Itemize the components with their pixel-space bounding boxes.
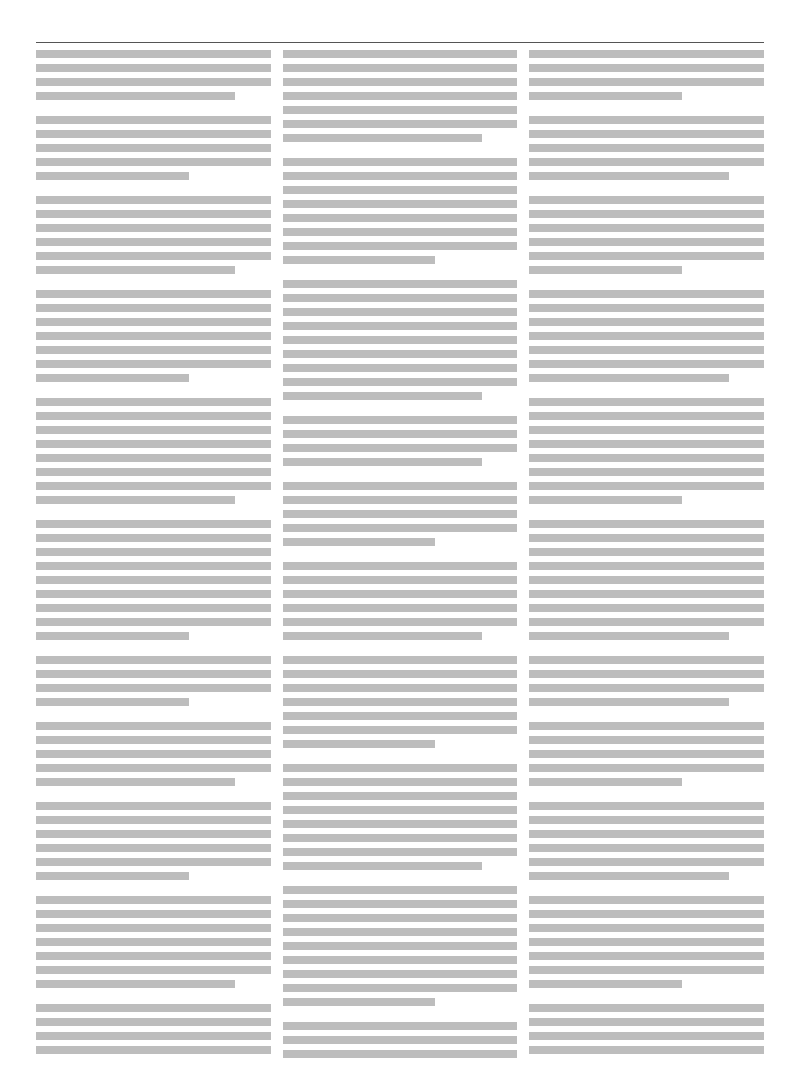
text-line-placeholder [529,468,764,476]
column-middle [283,50,518,1070]
text-line-placeholder [283,378,518,386]
text-line-placeholder [36,50,271,58]
text-line-placeholder [529,224,764,232]
paragraph-gap [283,270,518,280]
text-line-placeholder [283,764,518,772]
text-line-placeholder [36,548,271,556]
text-line-placeholder [529,590,764,598]
text-placeholder-block [36,656,271,722]
text-placeholder-block [36,290,271,398]
text-line-placeholder [529,750,764,758]
text-line-placeholder [283,900,518,908]
text-placeholder-block [529,722,764,802]
text-line-placeholder [283,576,518,584]
text-placeholder-block [36,50,271,116]
text-placeholder-block [283,280,518,416]
text-line-placeholder [529,520,764,528]
text-line-placeholder [283,792,518,800]
text-line-placeholder [283,590,518,598]
text-line-placeholder [36,482,271,490]
text-line-placeholder [283,1022,518,1030]
text-placeholder-block [529,290,764,398]
text-line-placeholder [283,970,518,978]
text-line-placeholder [283,562,518,570]
text-line-placeholder [283,308,518,316]
text-line-placeholder [529,858,764,866]
text-line-placeholder [283,1036,518,1044]
text-line-placeholder [529,618,764,626]
text-line-placeholder [36,896,271,904]
text-line-placeholder [36,1046,271,1054]
text-line-placeholder [529,722,764,730]
paragraph-gap [529,510,764,520]
text-line-placeholder [36,172,189,180]
paragraph-gap [283,148,518,158]
text-line-placeholder [529,496,682,504]
text-line-placeholder [283,444,518,452]
text-placeholder-block [283,416,518,482]
text-line-placeholder [36,158,271,166]
column-left [36,50,271,1070]
text-line-placeholder [36,1032,271,1040]
text-line-placeholder [529,252,764,260]
text-line-placeholder [283,392,482,400]
paragraph-gap [529,280,764,290]
text-line-placeholder [529,1018,764,1026]
text-line-placeholder [283,92,518,100]
text-line-placeholder [529,374,728,382]
paragraph-gap [36,994,271,1004]
text-line-placeholder [283,806,518,814]
text-line-placeholder [36,304,271,312]
paragraph-gap [283,552,518,562]
text-placeholder-block [36,802,271,896]
text-line-placeholder [283,834,518,842]
text-line-placeholder [36,440,271,448]
text-line-placeholder [36,778,235,786]
paragraph-gap [36,886,271,896]
text-line-placeholder [529,534,764,542]
text-line-placeholder [529,318,764,326]
text-line-placeholder [36,618,271,626]
text-line-placeholder [36,346,271,354]
paragraph-gap [283,472,518,482]
text-line-placeholder [283,886,518,894]
text-line-placeholder [529,764,764,772]
text-line-placeholder [36,454,271,462]
text-line-placeholder [283,350,518,358]
text-line-placeholder [529,454,764,462]
text-line-placeholder [529,924,764,932]
text-line-placeholder [529,910,764,918]
text-line-placeholder [36,562,271,570]
text-line-placeholder [529,130,764,138]
text-placeholder-block [283,482,518,562]
text-placeholder-block [529,196,764,290]
text-line-placeholder [36,722,271,730]
paragraph-gap [283,406,518,416]
text-line-placeholder [36,426,271,434]
text-placeholder-block [283,764,518,886]
text-placeholder-block [283,158,518,280]
text-line-placeholder [529,346,764,354]
text-line-placeholder [529,844,764,852]
paragraph-gap [283,876,518,886]
text-line-placeholder [36,252,271,260]
running-head [36,14,764,40]
text-line-placeholder [529,426,764,434]
paragraph-gap [36,280,271,290]
text-line-placeholder [36,938,271,946]
text-line-placeholder [283,632,482,640]
text-line-placeholder [36,632,189,640]
text-line-placeholder [36,980,235,988]
text-placeholder-block [529,398,764,520]
text-line-placeholder [283,914,518,922]
text-line-placeholder [283,214,518,222]
text-line-placeholder [529,896,764,904]
text-line-placeholder [283,848,518,856]
paragraph-gap [36,792,271,802]
text-line-placeholder [36,238,271,246]
text-line-placeholder [529,116,764,124]
text-placeholder-block [36,896,271,1004]
text-line-placeholder [529,78,764,86]
text-line-placeholder [283,186,518,194]
text-line-placeholder [283,712,518,720]
text-line-placeholder [36,1004,271,1012]
text-line-placeholder [529,440,764,448]
text-line-placeholder [529,576,764,584]
text-line-placeholder [529,604,764,612]
text-line-placeholder [283,604,518,612]
text-placeholder-block [529,656,764,722]
text-line-placeholder [529,158,764,166]
text-placeholder-block [36,520,271,656]
text-line-placeholder [529,1046,764,1054]
text-line-placeholder [36,290,271,298]
text-placeholder-block [283,50,518,158]
text-line-placeholder [529,144,764,152]
paragraph-gap [529,792,764,802]
text-line-placeholder [529,938,764,946]
text-line-placeholder [36,130,271,138]
text-line-placeholder [36,92,235,100]
text-placeholder-block [283,886,518,1022]
text-line-placeholder [529,778,682,786]
text-line-placeholder [36,360,271,368]
text-line-placeholder [283,510,518,518]
paragraph-gap [36,1060,271,1070]
text-line-placeholder [36,656,271,664]
text-line-placeholder [283,496,518,504]
text-line-placeholder [36,924,271,932]
text-placeholder-block [283,656,518,764]
text-placeholder-block [36,196,271,290]
paragraph-gap [529,994,764,1004]
text-line-placeholder [529,332,764,340]
text-placeholder-block [36,116,271,196]
text-line-placeholder [36,468,271,476]
text-line-placeholder [529,872,728,880]
text-line-placeholder [529,1004,764,1012]
text-placeholder-block [36,1004,271,1070]
text-line-placeholder [36,496,235,504]
text-line-placeholder [529,656,764,664]
text-line-placeholder [529,736,764,744]
paragraph-gap [36,388,271,398]
text-line-placeholder [529,238,764,246]
text-line-placeholder [529,482,764,490]
text-line-placeholder [36,332,271,340]
text-line-placeholder [36,684,271,692]
text-line-placeholder [529,304,764,312]
paragraph-gap [529,712,764,722]
paragraph-gap [529,886,764,896]
text-line-placeholder [283,242,518,250]
text-line-placeholder [529,50,764,58]
text-line-placeholder [283,200,518,208]
text-line-placeholder [529,670,764,678]
text-line-placeholder [283,322,518,330]
text-line-placeholder [36,872,189,880]
text-line-placeholder [283,778,518,786]
text-line-placeholder [529,92,682,100]
header-rule [36,42,764,43]
text-line-placeholder [36,750,271,758]
text-line-placeholder [36,830,271,838]
text-line-placeholder [283,538,436,546]
text-line-placeholder [529,816,764,824]
text-line-placeholder [283,1050,518,1058]
paragraph-gap [529,646,764,656]
text-line-placeholder [36,858,271,866]
column-right [529,50,764,1070]
text-line-placeholder [283,106,518,114]
text-placeholder-block [36,398,271,520]
text-line-placeholder [283,430,518,438]
text-line-placeholder [283,670,518,678]
text-placeholder-block [529,116,764,196]
text-line-placeholder [529,548,764,556]
text-line-placeholder [36,1018,271,1026]
text-placeholder-block [529,896,764,1004]
paragraph-gap [36,646,271,656]
paragraph-gap [529,106,764,116]
text-line-placeholder [283,984,518,992]
text-line-placeholder [283,740,436,748]
text-line-placeholder [283,364,518,372]
paragraph-gap [283,1064,518,1070]
text-line-placeholder [283,172,518,180]
paragraph-gap [36,712,271,722]
text-line-placeholder [36,910,271,918]
text-line-placeholder [36,844,271,852]
text-line-placeholder [283,698,518,706]
text-line-placeholder [529,266,682,274]
text-line-placeholder [36,64,271,72]
article-columns [36,50,764,1070]
text-line-placeholder [283,416,518,424]
text-placeholder-block [36,722,271,802]
text-line-placeholder [283,120,518,128]
text-line-placeholder [283,228,518,236]
text-line-placeholder [36,210,271,218]
text-line-placeholder [36,374,189,382]
text-line-placeholder [283,956,518,964]
paragraph-gap [36,106,271,116]
text-placeholder-block [529,520,764,656]
text-line-placeholder [283,280,518,288]
text-line-placeholder [283,78,518,86]
text-line-placeholder [283,862,482,870]
text-line-placeholder [529,562,764,570]
text-line-placeholder [36,224,271,232]
text-line-placeholder [529,830,764,838]
text-line-placeholder [529,980,682,988]
text-line-placeholder [36,398,271,406]
text-line-placeholder [283,726,518,734]
text-line-placeholder [283,158,518,166]
paragraph-gap [529,388,764,398]
text-line-placeholder [529,684,764,692]
text-line-placeholder [36,698,189,706]
text-line-placeholder [529,1032,764,1040]
text-line-placeholder [529,360,764,368]
text-line-placeholder [36,764,271,772]
text-line-placeholder [529,412,764,420]
text-line-placeholder [36,144,271,152]
text-line-placeholder [36,670,271,678]
text-line-placeholder [529,290,764,298]
text-line-placeholder [36,78,271,86]
text-line-placeholder [529,698,728,706]
text-line-placeholder [529,632,728,640]
paragraph-gap [529,1060,764,1070]
text-line-placeholder [283,134,482,142]
paragraph-gap [283,646,518,656]
text-line-placeholder [283,684,518,692]
text-line-placeholder [529,398,764,406]
text-line-placeholder [529,64,764,72]
text-line-placeholder [283,256,436,264]
text-placeholder-block [283,1022,518,1070]
text-line-placeholder [529,196,764,204]
text-line-placeholder [283,820,518,828]
text-line-placeholder [283,336,518,344]
text-line-placeholder [529,172,728,180]
text-line-placeholder [36,736,271,744]
paragraph-gap [36,186,271,196]
text-line-placeholder [36,520,271,528]
text-placeholder-block [283,562,518,656]
text-line-placeholder [529,952,764,960]
text-line-placeholder [36,534,271,542]
text-line-placeholder [36,952,271,960]
text-line-placeholder [283,50,518,58]
text-line-placeholder [283,656,518,664]
text-line-placeholder [36,196,271,204]
text-line-placeholder [36,116,271,124]
paragraph-gap [529,186,764,196]
text-line-placeholder [36,576,271,584]
text-line-placeholder [36,604,271,612]
text-line-placeholder [283,928,518,936]
text-line-placeholder [283,998,436,1006]
paragraph-gap [283,754,518,764]
text-line-placeholder [529,966,764,974]
text-line-placeholder [36,816,271,824]
text-placeholder-block [529,1004,764,1070]
text-line-placeholder [529,210,764,218]
text-line-placeholder [283,294,518,302]
text-line-placeholder [36,266,235,274]
text-line-placeholder [36,966,271,974]
text-placeholder-block [529,802,764,896]
text-line-placeholder [36,318,271,326]
text-line-placeholder [283,618,518,626]
text-line-placeholder [36,590,271,598]
text-line-placeholder [529,802,764,810]
text-line-placeholder [283,942,518,950]
text-line-placeholder [36,412,271,420]
text-line-placeholder [283,482,518,490]
paragraph-gap [36,510,271,520]
text-line-placeholder [283,524,518,532]
text-line-placeholder [283,64,518,72]
paragraph-gap [283,1012,518,1022]
text-line-placeholder [36,802,271,810]
text-placeholder-block [529,50,764,116]
text-line-placeholder [283,458,482,466]
